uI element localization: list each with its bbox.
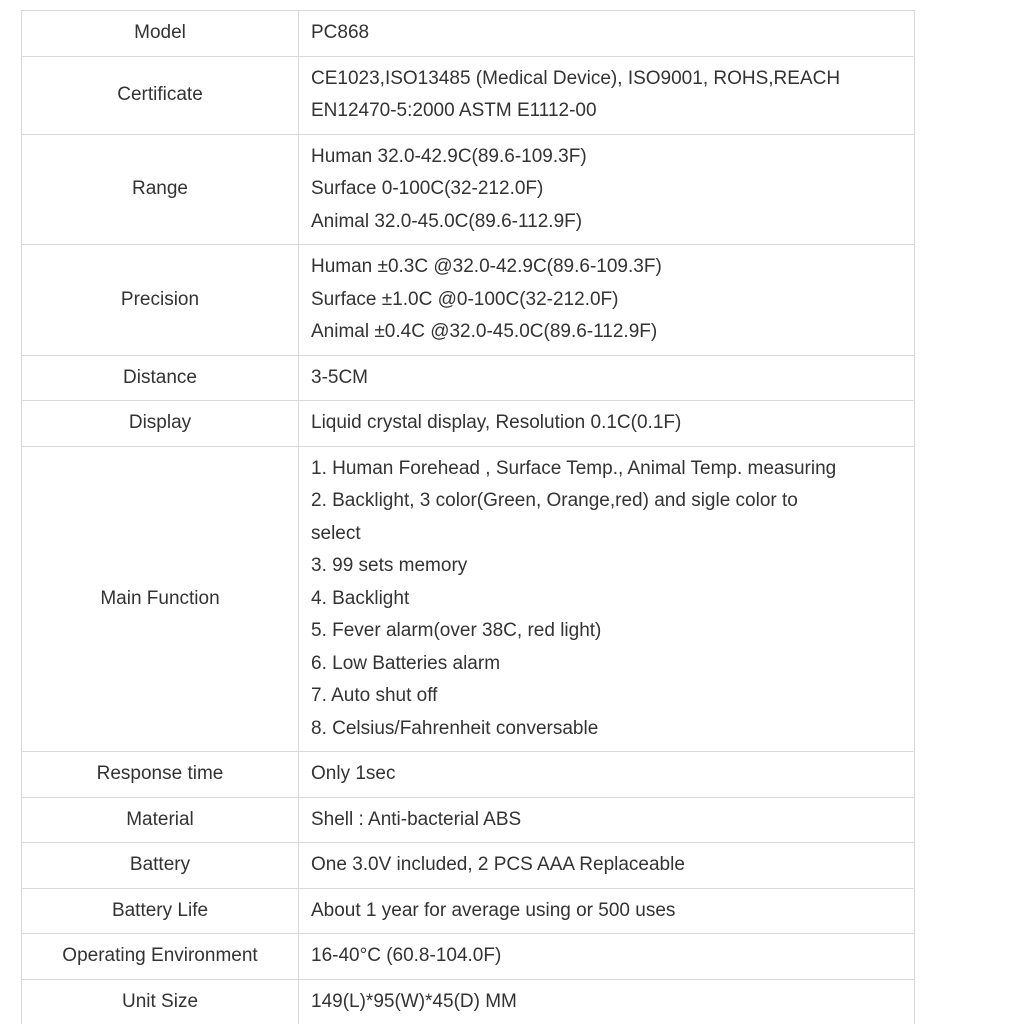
spec-label: Range — [22, 134, 299, 245]
spec-value — [299, 245, 915, 356]
spec-label: Precision — [22, 245, 299, 356]
spec-row — [22, 355, 915, 401]
spec-value-line: PC868 — [311, 22, 370, 43]
spec-value-line: 149(L)*95(W)*45(D) MM — [311, 990, 517, 1012]
spec-table-body — [22, 11, 915, 1024]
spec-row — [22, 245, 915, 356]
spec-value-line: 6. Low Batteries alarm — [311, 652, 501, 674]
spec-value-line: 3. 99 sets memory — [311, 555, 468, 576]
spec-row — [22, 843, 915, 889]
spec-row — [22, 401, 915, 447]
spec-value-line: 8. Celsius/Fahrenheit conversable — [311, 717, 599, 739]
spec-value-line: Liquid crystal display, Resolution 0.1C(0.1F) — [311, 412, 682, 433]
spec-value-line: 1. Human Forehead , Surface Temp., Animal Temp. measuring — [311, 457, 837, 479]
spec-label: Material — [22, 797, 299, 843]
spec-value — [299, 979, 915, 1024]
spec-label: Distance — [22, 355, 299, 401]
spec-value — [299, 355, 915, 401]
spec-value-line: 3-5CM — [311, 366, 369, 388]
spec-value-line: Shell : Anti-bacterial ABS — [311, 808, 522, 830]
spec-value-line: Surface ±1.0C @0-100C(32-212.0F) — [311, 288, 619, 310]
spec-label: Battery Life — [22, 888, 299, 934]
spec-label: Model — [22, 11, 299, 57]
spec-value-line: 16-40°C (60.8-104.0F) — [311, 945, 502, 966]
spec-value-line: Human 32.0-42.9C(89.6-109.3F) — [311, 145, 587, 167]
spec-label: Display — [22, 401, 299, 447]
spec-value — [299, 11, 915, 57]
spec-label: Operating Environment — [22, 934, 299, 980]
spec-value-line: Human ±0.3C @32.0-42.9C(89.6-109.3F) — [311, 256, 662, 277]
spec-value-line: One 3.0V included, 2 PCS AAA Replaceable — [311, 854, 685, 875]
spec-value — [299, 134, 915, 245]
spec-value-line: 4. Backlight — [311, 587, 410, 609]
spec-value-line: 7. Auto shut off — [311, 685, 438, 706]
spec-value — [299, 401, 915, 447]
spec-value-line: Animal 32.0-45.0C(89.6-112.9F) — [311, 210, 583, 232]
spec-row — [22, 446, 915, 752]
spec-value-line: 5. Fever alarm(over 38C, red light) — [311, 620, 602, 641]
spec-row — [22, 134, 915, 245]
spec-row — [22, 56, 915, 134]
spec-row — [22, 797, 915, 843]
spec-label: Main Function — [22, 446, 299, 752]
spec-value — [299, 752, 915, 798]
spec-value-line: About 1 year for average using or 500 uses — [311, 899, 676, 921]
spec-row — [22, 888, 915, 934]
spec-row — [22, 979, 915, 1024]
spec-value-line: CE1023,ISO13485 (Medical Device), ISO9001, ROHS,REACH — [311, 67, 841, 89]
spec-label: Unit Size — [22, 979, 299, 1024]
spec-label: Certificate — [22, 56, 299, 134]
spec-value-line: Surface 0-100C(32-212.0F) — [311, 178, 544, 199]
spec-value — [299, 843, 915, 889]
spec-value-line: Animal ±0.4C @32.0-45.0C(89.6-112.9F) — [311, 321, 658, 342]
spec-row — [22, 752, 915, 798]
spec-value — [299, 56, 915, 134]
spec-label: Response time — [22, 752, 299, 798]
spec-row — [22, 934, 915, 980]
spec-value — [299, 446, 915, 752]
spec-value-line: select — [311, 522, 361, 544]
spec-label: Battery — [22, 843, 299, 889]
spec-value-line: EN12470-5:2000 ASTM E1112-00 — [311, 100, 597, 121]
spec-value — [299, 888, 915, 934]
spec-value — [299, 934, 915, 980]
spec-row — [22, 11, 915, 57]
spec-table — [21, 10, 915, 1024]
spec-value-line: Only 1sec — [311, 763, 396, 784]
spec-value — [299, 797, 915, 843]
spec-value-line: 2. Backlight, 3 color(Green, Orange,red) and sigle color to — [311, 490, 798, 511]
